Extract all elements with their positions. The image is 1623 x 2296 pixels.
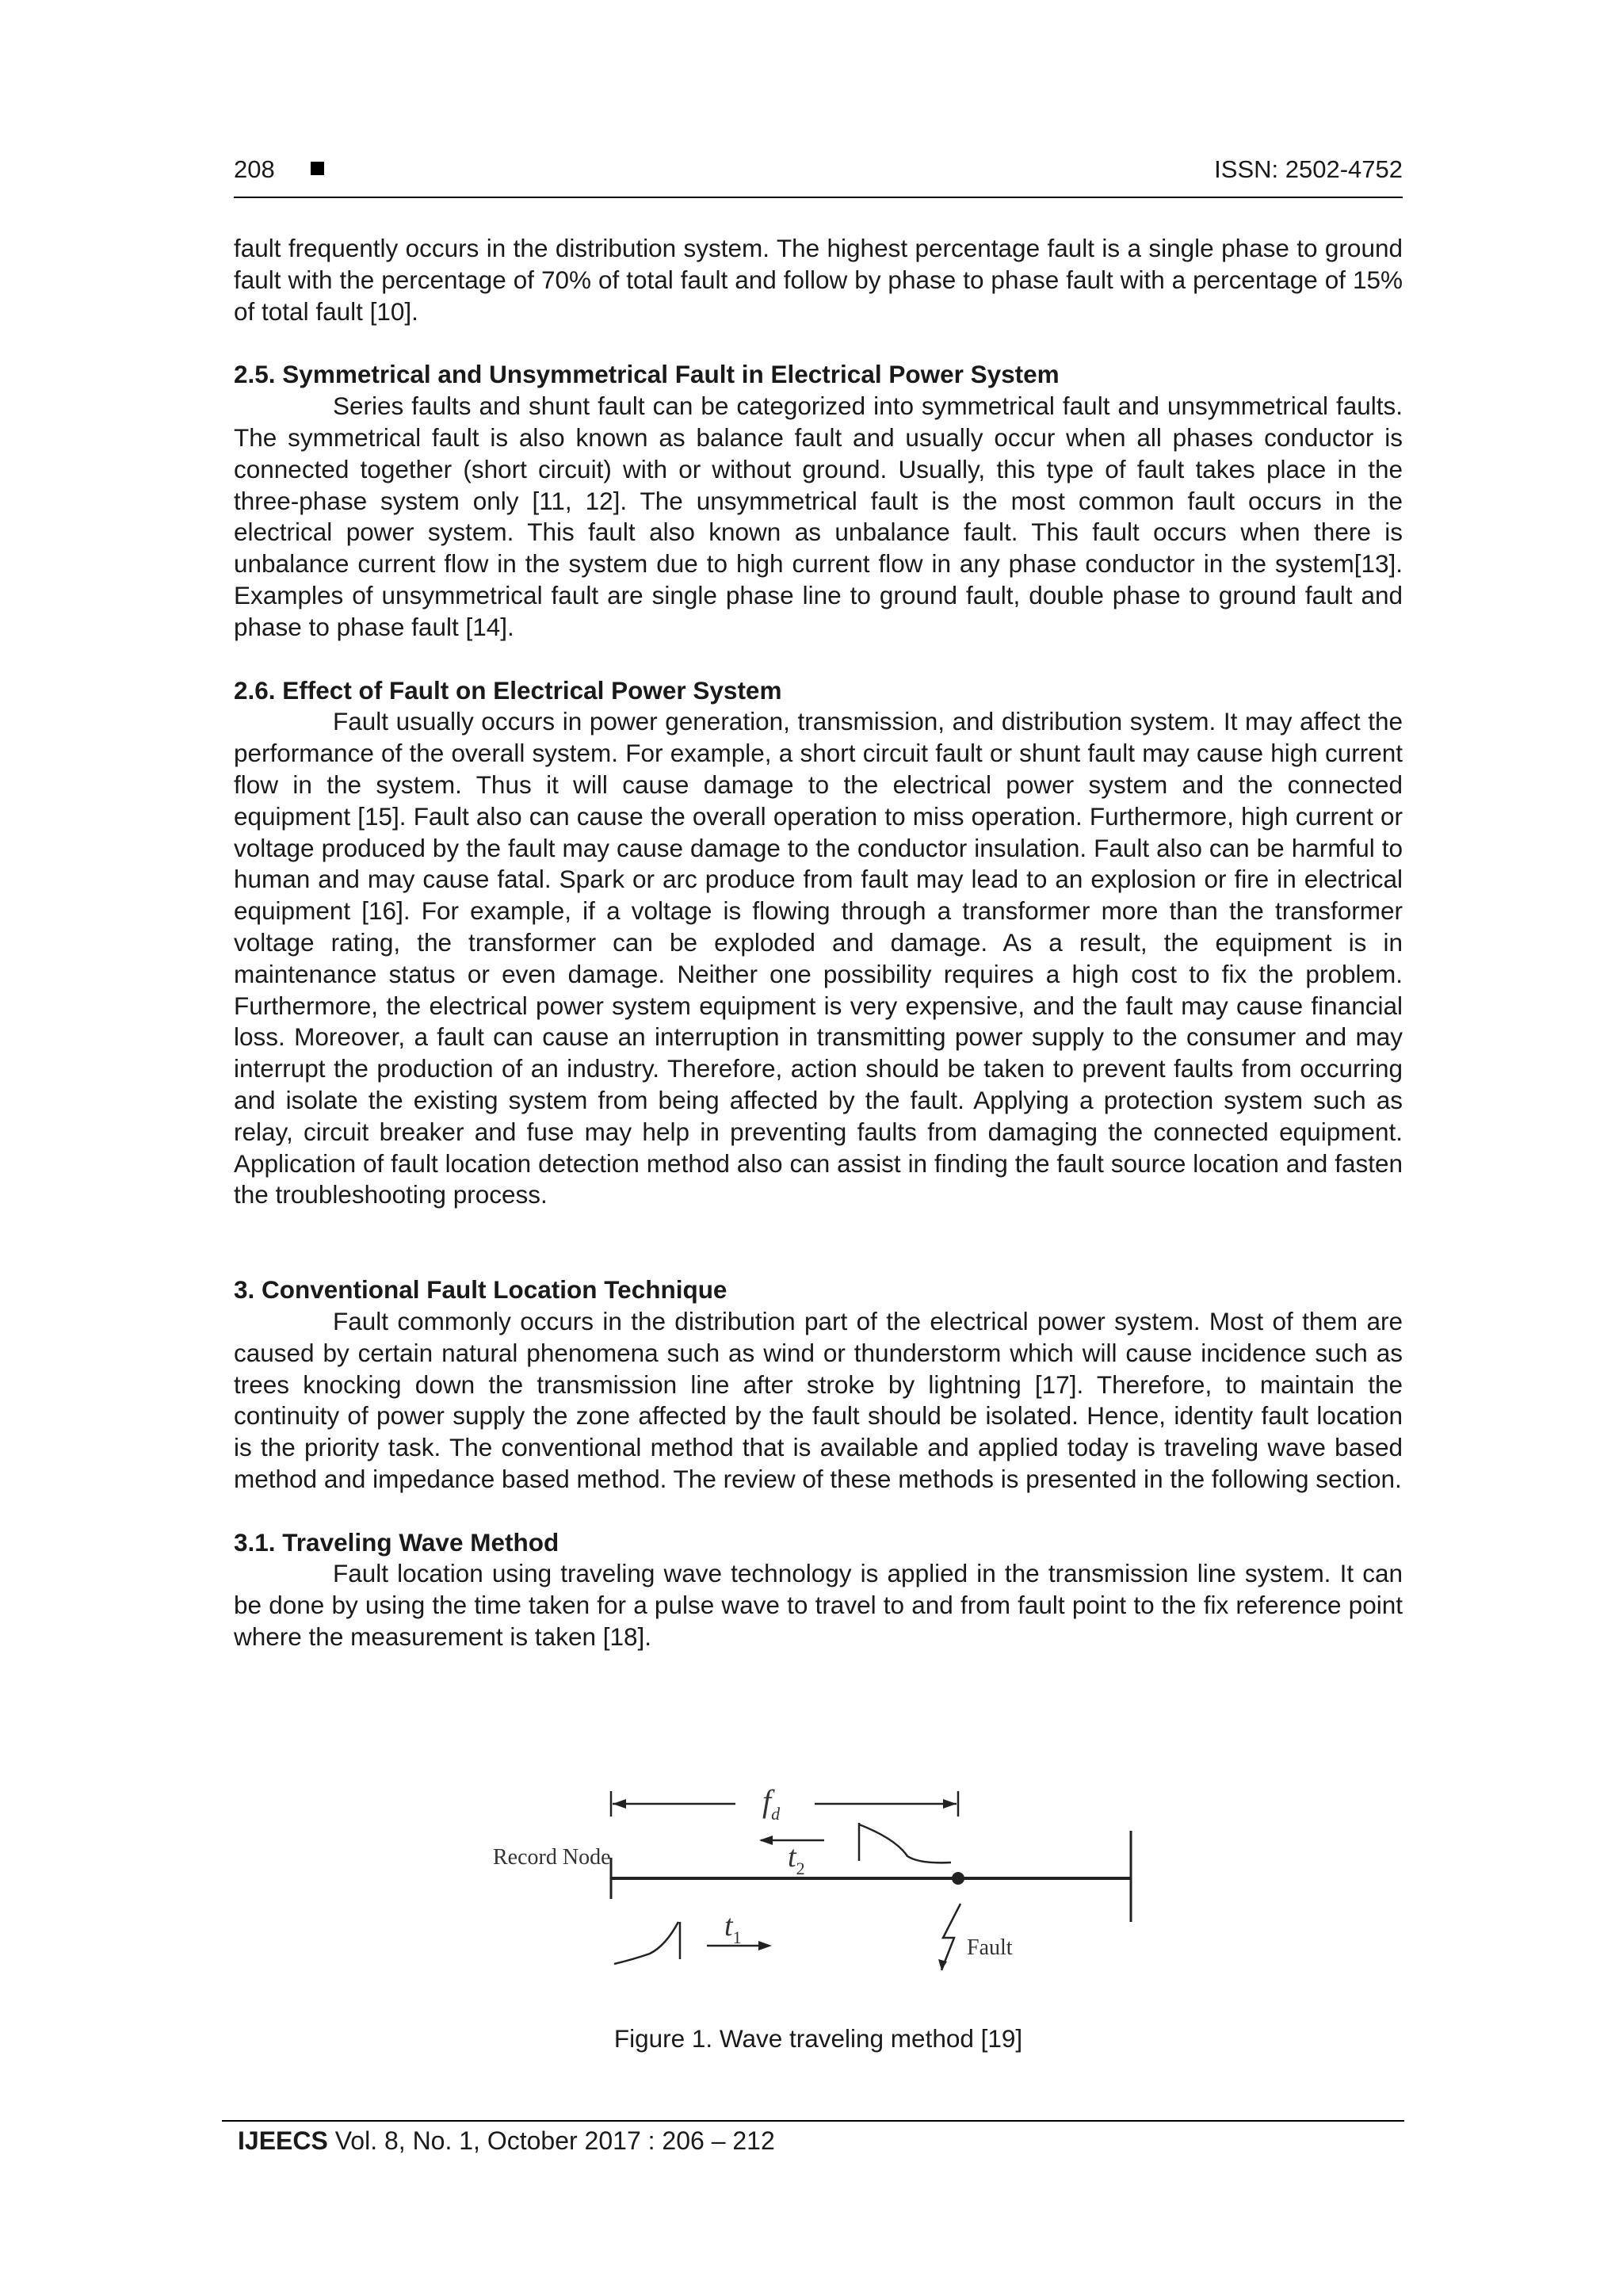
wave-diagram <box>475 1775 1157 2013</box>
t2-label: $t_2$ <box>788 1840 805 1878</box>
section-paragraph: Fault commonly occurs in the distribution part of the electrical power system. Most of them are caused by certain natural phenomena such as wind or thunderstorm which will cause incidence such as trees knocking down the transmission line after stroke by lightning [17]. Therefore, to maintain the continuity of power supply the zone affected by the fault should be isolated. Hence, identity fault location is the priority task. The conventional method that is available and applied today is traveling wave based method and impedance based method. The review of these methods is presented in the following section. <box>234 1306 1403 1493</box>
page-body <box>234 233 1403 1653</box>
fault-point <box>952 1872 964 1885</box>
issn-label: ISSN: 2502-4752 <box>1214 155 1403 183</box>
incident-wave <box>614 1922 680 1964</box>
fd-label: $f_d$ <box>762 1783 781 1824</box>
fault-label: Fault <box>967 1935 1013 1960</box>
page-range: 206 – 212 <box>662 2126 775 2155</box>
intro-paragraph: fault frequently occurs in the distribution system. The highest percentage fault is a single phase to ground fault with the percentage of 70% of total fault and follow by phase to phase fault with a percentage of 15% of total fault [10]. <box>234 234 1403 326</box>
journal-name: IJEECS <box>238 2126 328 2155</box>
page-footer <box>222 2120 1404 2156</box>
section-heading: 2.6. Effect of Fault on Electrical Power System <box>234 675 782 705</box>
section-paragraph: Series faults and shunt fault can be categorized into symmetrical fault and unsymmetrical faults. The symmetrical fault is also known as balance fault and usually occur when all phases conductor is connected together (short circuit) with or without ground. Usually, this type of fault takes place in the three-phase system only [11, 12]. The unsymmetrical fault is the most common fault occurs in the electrical power system. This fault also known as unbalance fault. This fault occurs when there is unbalance current flow in the system due to high current flow in any phase conductor in the system[13]. Examples of unsymmetrical fault are single phase line to ground fault, double phase to ground fault and phase to phase fault [14]. <box>234 392 1403 641</box>
fd-left-arrowhead <box>613 1799 626 1809</box>
t2-arrowhead <box>759 1836 773 1845</box>
section-paragraph: Fault usually occurs in power generation, transmission, and distribution system. It may affect the performance of the overall system. For example, a short circuit fault or shunt fault may cause high current flow in the system. Thus it will cause damage to the electrical power system and the connected equipment [15]. Fault also can cause the overall operation to miss operation. Furthermore, high current or voltage produced by the fault may cause damage to the conductor insulation. Fault also can be harmful to human and may cause fatal. Spark or arc produce from fault may lead to an explosion or fire in electrical equipment [16]. For example, if a voltage is flowing through a transformer more than the transformer voltage rating, the transformer can be exploded and damage. As a result, the equipment is in maintenance status or even damage. Neither one possibility requires a high cost to fix the problem. Furthermore, the electrical power system equipment is very expensive, and the fault may cause financial loss. Moreover, a fault can cause an interruption in transmitting power supply to the consumer and may interrupt the production of an industry. Therefore, action should be taken to prevent faults from occurring and isolate the existing system from being affected by the fault. Applying a protection system such as relay, circuit breaker and fuse may help in preventing faults from damaging the connected equipment. Application of fault location detection method also can assist in finding the fault source location and fasten the troubleshooting process. <box>234 707 1403 1209</box>
page-header <box>234 155 1403 198</box>
wave-traveling-figure <box>475 1775 1157 2013</box>
page-number: 208 <box>234 155 275 183</box>
fd-right-arrowhead <box>943 1799 957 1809</box>
section-paragraph: Fault location using traveling wave technology is applied in the transmission line system. It can be done by using the time taken for a pulse wave to travel to and from fault point to the fix reference point where the measurement is taken [18]. <box>234 1559 1403 1652</box>
t1-label: $t_1$ <box>724 1909 742 1947</box>
reflected-wave <box>859 1823 951 1862</box>
section-heading: 3.1. Traveling Wave Method <box>234 1527 559 1557</box>
record-node-label: Record Node <box>493 1845 611 1870</box>
journal-details: Vol. 8, No. 1, October 2017 : <box>334 2126 655 2155</box>
lightning-icon <box>941 1904 960 1970</box>
figure-caption: Figure 1. Wave traveling method [19] <box>613 2024 1023 2053</box>
section-heading: 2.5. Symmetrical and Unsymmetrical Fault in Electrical Power System <box>234 360 1060 389</box>
square-bullet-icon <box>311 162 324 175</box>
section-heading: 3. Conventional Fault Location Technique <box>234 1275 727 1305</box>
t1-arrowhead <box>758 1941 772 1950</box>
